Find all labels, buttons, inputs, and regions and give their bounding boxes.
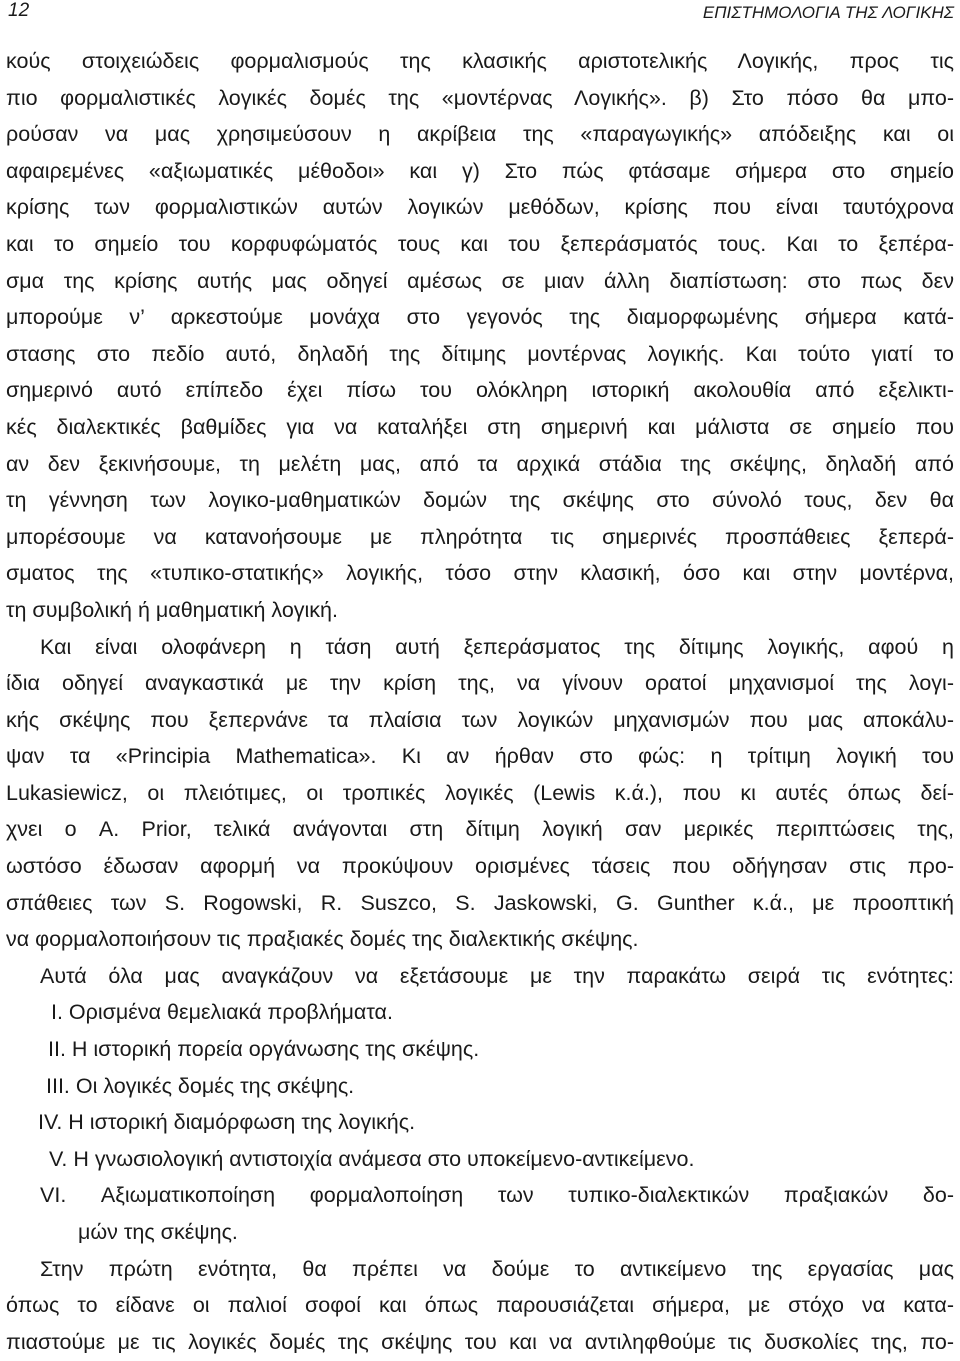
list-item: VI. Αξιωματικοποίηση φορμαλοποίηση των τυπικο-διαλεκτικών πραξιακών δο- [40, 1183, 954, 1208]
text-line: όπως το είδανε οι παλιοί σοφοί και όπως παρουσιάζεται σήμερα, με στόχο να κατα- [6, 1293, 954, 1318]
text-line: στασης στο πεδίο αυτό, δηλαδή της δίτιμης μοντέρνας λογικής. Και τούτο γιατί το [6, 341, 954, 366]
text-line: Lukasiewicz, οι πλειότιμες, οι τροπικές λογικές (Lewis κ.ά.), που κι αυτές όπως δεί- [6, 780, 954, 805]
text-line: χνει ο A. Prior, τελικά ανάγονται στη δίτιμη λογική σαν μερικές περιπτώσεις της, [6, 817, 954, 842]
text-line: Και είναι ολοφάνερη η τάση αυτή ξεπεράσματος της δίτιμης λογικής, αφού η [40, 634, 954, 659]
text-line: σημερινό αυτό επίπεδο έχει πίσω του ολόκληρη ιστορική ακολουθία από εξελικτι- [6, 378, 954, 403]
text-line: σπάθειες των S. Rogowski, R. Suszco, S. Jaskowski, G. Gunther κ.ά., με προοπτική [6, 890, 954, 915]
text-line: αν δεν ξεκινήσουμε, τη μελέτη μας, από τα αρχικά στάδια της σκέψης, δηλαδή από [6, 451, 954, 476]
text-line: ρούσαν να μας χρησιμεύσουν η ακρίβεια της «παραγωγικής» απόδειξης και οι [6, 122, 954, 147]
text-line: και το σημείο του κορφυφώματός τους και του ξεπεράσματός τους. Και το ξεπέρα- [6, 231, 954, 256]
page-header [0, 0, 960, 30]
text-line: σμα της κρίσης αυτής μας οδηγεί αμέσως σε μιαν άλλη διαπίστωση: στο πως δεν [6, 268, 954, 293]
body-text [6, 43, 954, 1360]
text-line: κές διαλεκτικές βαθμίδες για να καταλήξει στη σημερινή και μάλιστα σε σημείο που [6, 414, 954, 439]
text-line: κρίσης των φορμαλιστικών αυτών λογικών μεθόδων, κρίσης που είναι ταυτόχρονα [6, 195, 954, 220]
text-line: πιαστούμε με τις λογικές δομές της σκέψης του και να αντιληφθούμε τις δυσκολίες της, πο- [6, 1329, 954, 1354]
text-line: κής σκέψης που ξεπερνάνε τα πλαίσια των λογικών μηχανισμών που μας αποκάλυ- [6, 707, 954, 732]
text-line: ωστόσο έδωσαν αφορμή να προκύψουν ορισμένες τάσεις που οδήγησαν στις προ- [6, 854, 954, 879]
text-line: τη γέννηση των λογικο-μαθηματικών δομών της σκέψης στο σύνολό τους, δεν θα [6, 488, 954, 513]
text-line: μπορέσουμε να κατανοήσουμε με πληρότητα τις σημερινές προσπάθειες ξεπερά- [6, 524, 954, 549]
text-line: αφαιρεμένες «αξιωματικές μέθοδοι» και γ) Στο πώς φτάσαμε σήμερα στο σημείο [6, 158, 954, 183]
text-line: κούς στοιχειώδεις φορμαλισμούς της κλασικής αριστοτελικής Λογικής, προς τις [6, 49, 954, 73]
list-item: III. Οι λογικές δομές της σκέψης. [46, 1073, 355, 1098]
list-item: V. Η γνωσιολογική αντιστοιχία ανάμεσα στο υποκείμενο-αντικείμενο. [49, 1146, 695, 1171]
text-line: Αυτά όλα μας αναγκάζουν να εξετάσουμε με την παρακάτω σειρά τις ενότητες: [40, 963, 954, 988]
text-line: τη συμβολική ή μαθηματική λογική. [6, 597, 338, 622]
list-item: I. Ορισμένα θεμελιακά προβλήματα. [51, 1000, 393, 1025]
text-line: Στην πρώτη ενότητα, θα πρέπει να δούμε το αντικείμενο της εργασίας μας [40, 1256, 954, 1281]
list-item-continuation: μών της σκέψης. [78, 1220, 238, 1244]
list-item: IV. Η ιστορική διαμόρφωση της λογικής. [38, 1110, 416, 1135]
text-line: ψαν τα «Principia Mathematica». Κι αν ήρθαν στο φώς: η τρίτιμη λογική του [6, 744, 954, 769]
text-line: σματος της «τυπικο-στατικής» λογικής, τόσο στην κλασική, όσο και στην μοντέρνα, [6, 561, 954, 586]
list-item: II. Η ιστορική πορεία οργάνωσης της σκέψης. [48, 1037, 480, 1062]
text-line: πιο φορμαλιστικές λογικές δομές της «μοντέρνας Λογικής». β) Στο πόσο θα μπο- [6, 85, 954, 110]
text-line: να φορμαλοποιήσουν τις πραξιακές δομές της διαλεκτικής σκέψης. [6, 927, 639, 952]
page-number: 12 [8, 0, 30, 21]
text-line: ίδια οδηγεί αναγκαστικά με την κρίση της, να γίνουν ορατοί μηχανισμοί της λογι- [6, 671, 954, 696]
running-head: ΕΠΙΣΤΗΜΟΛΟΓΙΑ ΤΗΣ ΛΟΓΙΚΗΣ [702, 3, 954, 22]
text-line: μπορούμε ν’ αρκεστούμε μονάχα στο γεγονός της διαμορφωμένης σήμερα κατά- [6, 305, 954, 330]
